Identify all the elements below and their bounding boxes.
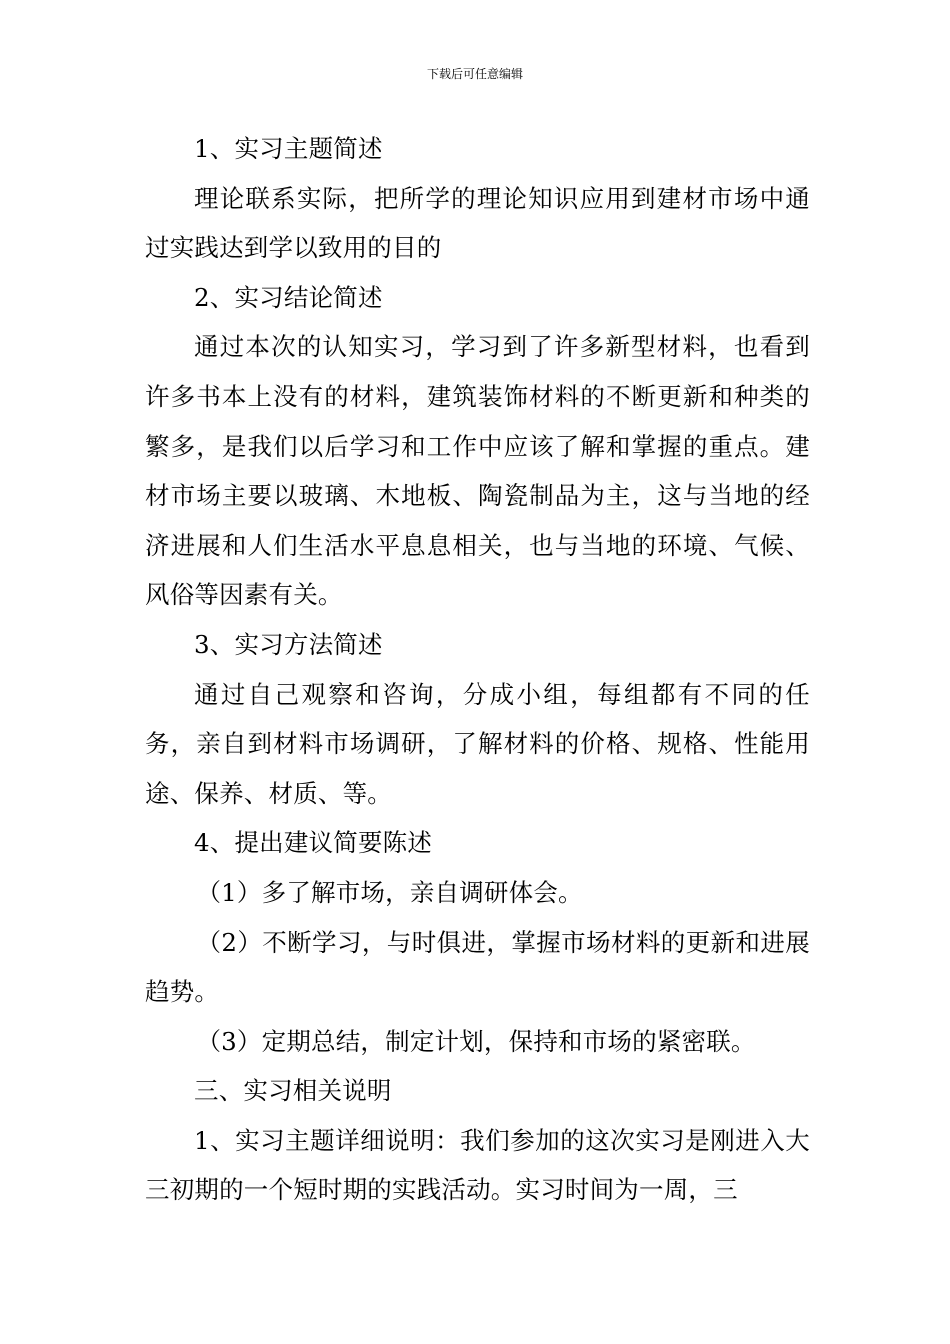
paragraph-conclusion: 通过本次的认知实习，学习到了许多新型材料，也看到许多书本上没有的材料，建筑装饰材料的不断更新和种类的繁多，是我们以后学习和工作中应该了解和掌握的重点。建材市场主要以玻璃、木地板、陶瓷制品为主，这与当地的经济进展和人们生活水平息息相关，也与当地的环境、气候、风俗等因素有关。 (145, 332, 810, 610)
suggestion-item-3: （3）定期总结，制定计划，保持和市场的紧密联。 (196, 1026, 756, 1056)
paragraph-theme: 理论联系实际，把所学的理论知识应用到建材市场中通过实践达到学以致用的目的 (145, 183, 810, 263)
suggestion-item-2: （2）不断学习，与时俱进，掌握市场材料的更新和进展趋势。 (145, 927, 810, 1007)
document-body (145, 124, 810, 1215)
section-heading-method: 3、实习方法简述 (194, 629, 383, 659)
paragraph-detail: 1、实习主题详细说明：我们参加的这次实习是刚进入大三初期的一个短时期的实践活动。实习时间为一周，三 (145, 1125, 810, 1205)
suggestion-item-1: （1）多了解市场，亲自调研体会。 (196, 877, 583, 907)
section-heading-notes: 三、实习相关说明 (194, 1076, 392, 1106)
section-heading-conclusion: 2、实习结论简述 (194, 282, 383, 312)
page-header-note: 下载后可任意编辑 (426, 67, 523, 81)
section-heading-theme: 1、实习主题简述 (194, 134, 383, 163)
section-heading-suggestions: 4、提出建议简要陈述 (194, 828, 433, 858)
paragraph-method: 通过自己观察和咨询，分成小组，每组都有不同的任务，亲自到材料市场调研，了解材料的价格、规格、性能用途、保养、材质、等。 (145, 679, 810, 808)
